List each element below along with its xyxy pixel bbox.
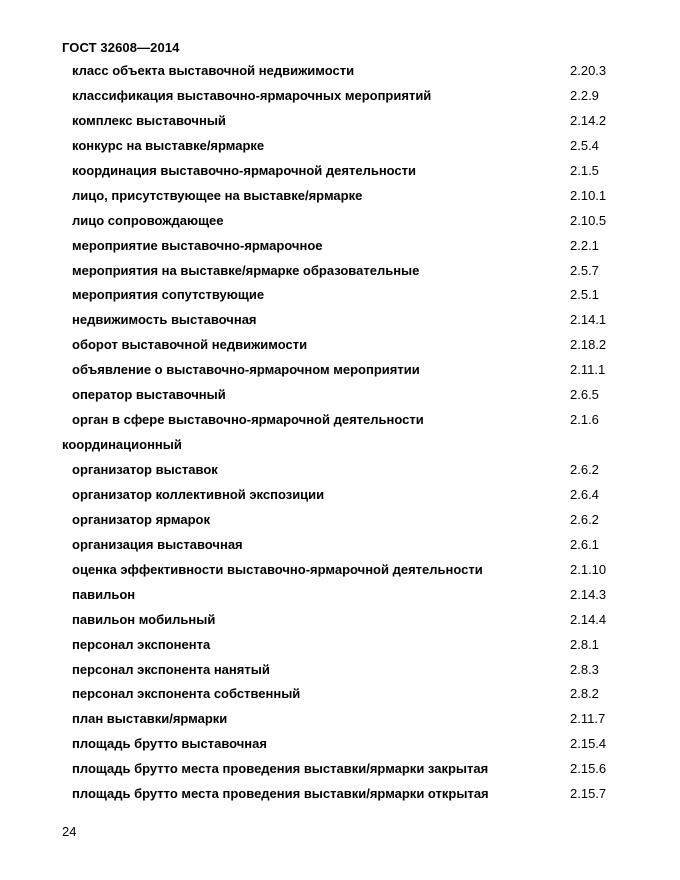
- entry-term: лицо сопровождающее: [72, 212, 224, 228]
- index-entry: [0, 483, 680, 508]
- index-entry: [0, 458, 680, 483]
- entry-term: конкурс на выставке/ярмарке: [72, 137, 265, 153]
- entry-reference: 2.14.4: [570, 611, 607, 627]
- index-entry: [0, 259, 680, 284]
- index-entry: [0, 84, 680, 109]
- index-entry: [0, 333, 680, 358]
- entry-term: мероприятия сопутствующие: [72, 287, 265, 303]
- index-entry: [0, 658, 680, 683]
- index-entry: [0, 732, 680, 757]
- entry-term-continuation: координационный: [62, 437, 182, 453]
- index-entry: [0, 109, 680, 134]
- entry-term: оценка эффективности выставочно-ярмарочной деятельности: [72, 561, 483, 577]
- index-entry: [0, 209, 680, 234]
- entry-reference: 2.10.1: [570, 187, 607, 203]
- entry-reference: 2.6.5: [570, 387, 599, 403]
- entry-term: план выставки/ярмарки: [72, 711, 228, 727]
- index-entry: [0, 383, 680, 408]
- entry-reference: 2.5.7: [570, 262, 599, 278]
- entry-term: оборот выставочной недвижимости: [72, 337, 308, 353]
- entry-term: лицо, присутствующее на выставке/ярмарке: [72, 187, 363, 203]
- entry-reference: 2.1.6: [570, 412, 599, 428]
- entry-term: организация выставочная: [72, 536, 243, 552]
- entry-reference: 2.10.5: [570, 212, 607, 228]
- entry-term: площадь брутто выставочная: [72, 736, 267, 752]
- index-entry: [0, 508, 680, 533]
- index-entry: [0, 608, 680, 633]
- document-header: ГОСТ 32608—2014: [62, 40, 180, 55]
- entry-reference: 2.8.1: [570, 636, 599, 652]
- entry-reference: 2.6.4: [570, 486, 599, 502]
- index-entry: [0, 583, 680, 608]
- entry-reference: 2.14.1: [570, 312, 607, 328]
- entry-reference: 2.14.2: [570, 112, 607, 128]
- index-entry: [0, 633, 680, 658]
- entry-term: мероприятия на выставке/ярмарке образовательные: [72, 262, 420, 278]
- entry-term: площадь брутто места проведения выставки/ярмарки открытая: [72, 786, 489, 802]
- index-entry: [0, 408, 680, 433]
- entry-term: классификация выставочно-ярмарочных мероприятий: [72, 87, 432, 103]
- entry-reference: 2.2.9: [570, 87, 599, 103]
- entry-reference: 2.5.1: [570, 287, 599, 303]
- entry-term: оператор выставочный: [72, 387, 226, 403]
- index-entry: [0, 159, 680, 184]
- entry-reference: 2.6.1: [570, 536, 599, 552]
- entry-term: павильон мобильный: [72, 611, 216, 627]
- entry-term: комплекс выставочный: [72, 112, 226, 128]
- entry-reference: 2.15.4: [570, 736, 607, 752]
- index-entry: [0, 533, 680, 558]
- entry-reference: 2.18.2: [570, 337, 607, 353]
- entry-reference: 2.1.10: [570, 561, 607, 577]
- entry-reference: 2.8.2: [570, 686, 599, 702]
- entry-reference: 2.5.4: [570, 137, 599, 153]
- entry-reference: 2.14.3: [570, 586, 607, 602]
- entry-term: орган в сфере выставочно-ярмарочной деятельности: [72, 412, 424, 428]
- index-entry: [0, 782, 680, 807]
- entry-term: недвижимость выставочная: [72, 312, 257, 328]
- index-entry: [0, 682, 680, 707]
- entry-reference: 2.2.1: [570, 237, 599, 253]
- index-entry: [0, 308, 680, 333]
- index-entry: [0, 283, 680, 308]
- entry-reference: 2.15.6: [570, 761, 607, 777]
- entry-reference: 2.11.7: [570, 711, 606, 727]
- entry-term: координация выставочно-ярмарочной деятельности: [72, 162, 417, 178]
- entry-reference: 2.20.3: [570, 63, 607, 78]
- index-entry-continuation: [0, 433, 680, 458]
- entry-term: персонал экспонента: [72, 636, 211, 652]
- index-entry: [0, 184, 680, 209]
- entry-term: мероприятие выставочно-ярмарочное: [72, 237, 323, 253]
- entry-reference: 2.15.7: [570, 786, 607, 802]
- entry-term: павильон: [72, 586, 136, 602]
- entry-reference: 2.1.5: [570, 162, 599, 178]
- entry-reference: 2.11.1: [570, 362, 606, 378]
- entry-term: площадь брутто места проведения выставки/ярмарки закрытая: [72, 761, 489, 777]
- index-entry: [0, 134, 680, 159]
- index-entry: [0, 234, 680, 259]
- entry-term: организатор ярмарок: [72, 511, 210, 527]
- index-entry: [0, 59, 680, 84]
- entry-term: организатор коллективной экспозиции: [72, 486, 325, 502]
- entry-term: организатор выставок: [72, 462, 218, 477]
- entry-term: персонал экспонента собственный: [72, 686, 301, 702]
- entry-reference: 2.6.2: [570, 462, 599, 477]
- index-entry: [0, 558, 680, 583]
- entry-term: класс объекта выставочной недвижимости: [72, 63, 355, 78]
- index-entry: [0, 358, 680, 383]
- entry-term: персонал экспонента нанятый: [72, 661, 270, 677]
- entry-reference: 2.6.2: [570, 511, 599, 527]
- term-index-list: [0, 59, 680, 807]
- entry-term: объявление о выставочно-ярмарочном мероприятии: [72, 362, 420, 378]
- index-entry: [0, 707, 680, 732]
- index-entry: [0, 757, 680, 782]
- page-number: 24: [62, 824, 77, 839]
- entry-reference: 2.8.3: [570, 661, 599, 677]
